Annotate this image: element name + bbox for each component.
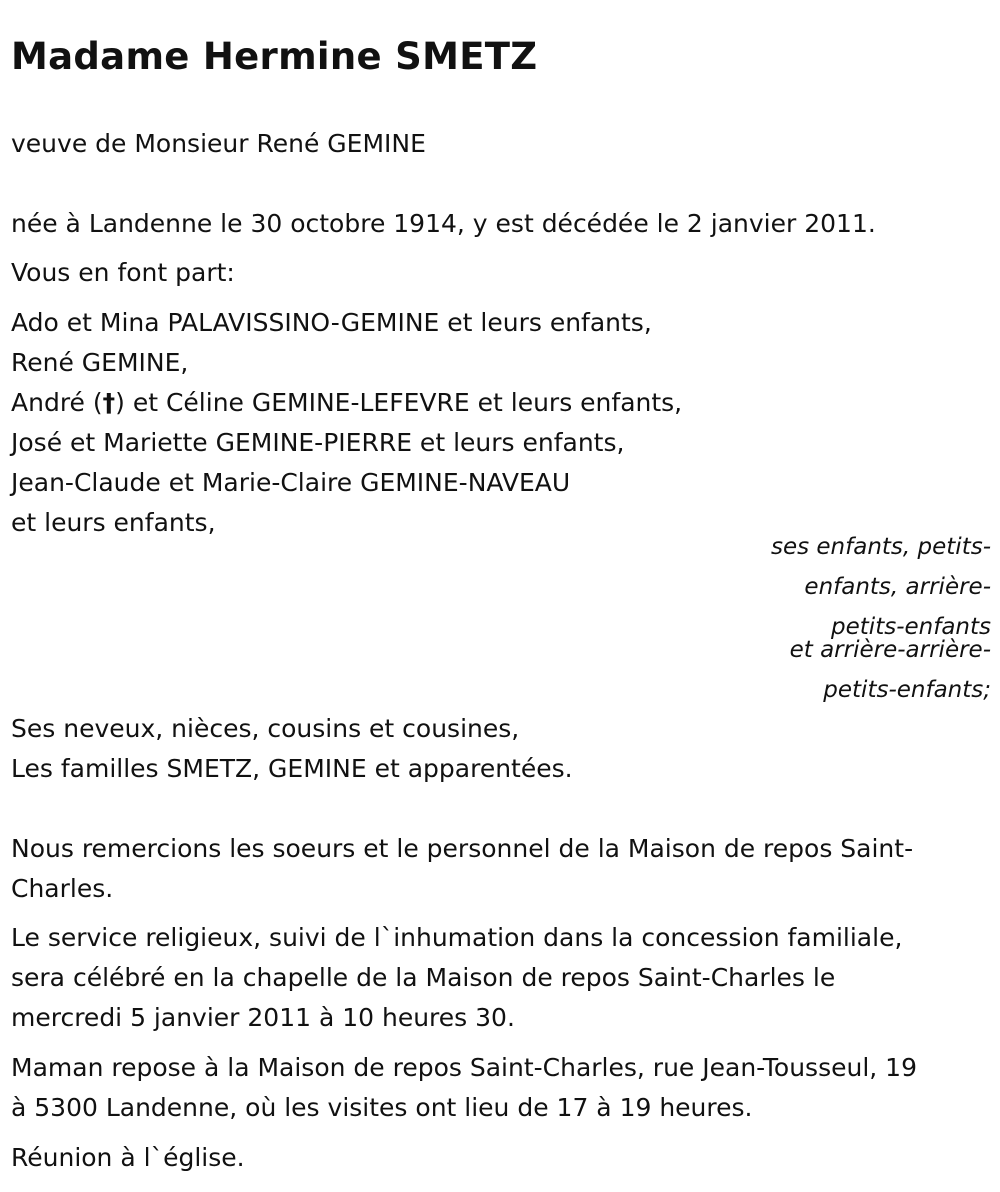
birth-death-line: née à Landenne le 30 octobre 1914, y est décédée le 2 janvier 2011. — [11, 209, 876, 238]
rest-line-2: à 5300 Landenne, où les visites ont lieu de 17 à 19 heures. — [11, 1093, 753, 1122]
family-line-3-start: André ( — [11, 388, 103, 417]
relation-line-2: enfants, arrière- — [804, 574, 991, 600]
deceased-name: Madame Hermine SMETZ — [11, 35, 538, 78]
others-line-1: Ses neveux, nièces, cousins et cousines, — [11, 714, 520, 743]
relation-line-1: ses enfants, petits- — [770, 534, 991, 560]
family-line-1: Ado et Mina PALAVISSINO-GEMINE et leurs enfants, — [11, 308, 652, 337]
rest-line-1: Maman repose à la Maison de repos Saint-Charles, rue Jean-Tousseul, 19 — [11, 1053, 917, 1082]
family-line-4: José et Mariette GEMINE-PIERRE et leurs enfants, — [11, 428, 625, 457]
relation-line-3: petits-enfants — [831, 614, 991, 640]
relation-line-4: et arrière-arrière- — [789, 637, 991, 663]
meeting-line: Réunion à l`église. — [11, 1143, 245, 1172]
service-line-3: mercredi 5 janvier 2011 à 10 heures 30. — [11, 1003, 515, 1032]
thanks-line-2: Charles. — [11, 874, 114, 903]
family-line-2: René GEMINE, — [11, 348, 189, 377]
thanks-line-1: Nous remercions les soeurs et le personnel de la Maison de repos Saint- — [11, 834, 914, 863]
announce-line: Vous en font part: — [11, 258, 235, 287]
service-line-1: Le service religieux, suivi de l`inhumation dans la concession familiale, — [11, 923, 903, 952]
service-line-2: sera célébré en la chapelle de la Maison de repos Saint-Charles le — [11, 963, 836, 992]
family-line-5: Jean-Claude et Marie-Claire GEMINE-NAVEAU — [11, 468, 571, 497]
widow-of-line: veuve de Monsieur René GEMINE — [11, 129, 426, 158]
family-line-3-end: ) et Céline GEMINE-LEFEVRE et leurs enfants, — [115, 388, 683, 417]
others-line-2: Les familles SMETZ, GEMINE et apparentées. — [11, 754, 573, 783]
family-line-6: et leurs enfants, — [11, 508, 216, 537]
cross-icon: † — [102, 388, 116, 417]
relation-line-5: petits-enfants; — [823, 677, 991, 703]
family-line-3 — [11, 383, 682, 423]
